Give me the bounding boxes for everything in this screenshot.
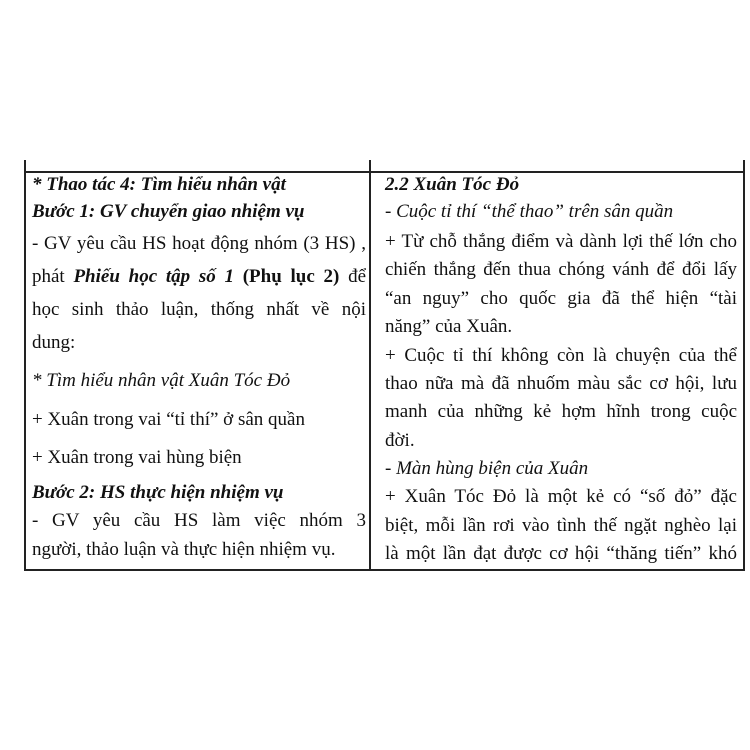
table-row-divider [24,171,745,173]
text-line: + Từ chỗ thắng điểm và dành lợi thế lớn cho [385,231,737,252]
table-border-middle [369,160,371,571]
text-line: + Xuân trong vai hùng biện [32,447,242,468]
text-line: dung: [32,332,76,353]
table-border-right [743,160,745,571]
text-line: + Xuân trong vai “tỉ thí” ở sân quần [32,409,305,430]
text-line [32,266,366,288]
text-segment: để [348,266,367,287]
table-border-bottom [24,569,745,571]
text-line: chiến thắng đến thua chóng vánh để đổi lấy [385,259,737,280]
appendix-ref: (Phụ lục 2) [242,266,340,287]
text-line: học sinh thảo luận, thống nhất về nội [32,299,366,320]
subheading: - Cuộc tỉ thí “thể thao” trên sân quần [385,201,674,222]
text-line: + Cuộc tỉ thí không còn là chuyện của thể [385,345,737,366]
text-line: thao nữa mà đã nhuốm màu sắc cơ hội, lưu [385,373,737,394]
text-line: * Tìm hiểu nhân vật Xuân Tóc Đỏ [32,370,291,391]
text-line: + Xuân Tóc Đỏ là một kẻ có “số đỏ” đặc [385,486,737,507]
step1-heading: Bước 1: GV chuyển giao nhiệm vụ [32,201,305,222]
text-line: người, thảo luận và thực hiện nhiệm vụ. [32,539,336,560]
subheading: - Màn hùng biện của Xuân [385,458,589,479]
text-line: “an nguy” cho quốc gia đã thể hiện “tài [385,288,737,309]
text-line: đời. [385,430,415,451]
text-line: biệt, mỗi lần rơi vào tình thế ngặt nghèo lại [385,515,737,536]
text-line: - GV yêu cầu HS làm việc nhóm 3 [32,510,366,531]
text-line: là một lần đạt được cơ hội “thăng tiến” khó [385,543,737,564]
text-line: năng” của Xuân. [385,316,513,337]
step2-heading: Bước 2: HS thực hiện nhiệm vụ [32,482,284,503]
worksheet-name: Phiếu học tập số 1 [73,266,234,287]
text-line: - GV yêu cầu HS hoạt động nhóm (3 HS) , [32,233,366,254]
table-border-left [24,160,26,571]
text-line: manh của những kẻ hợm hĩnh trong cuộc [385,401,737,422]
text-segment: phát [32,266,65,287]
section-heading: 2.2 Xuân Tóc Đỏ [385,174,520,195]
activity-heading: * Thao tác 4: Tìm hiểu nhân vật [32,174,286,195]
